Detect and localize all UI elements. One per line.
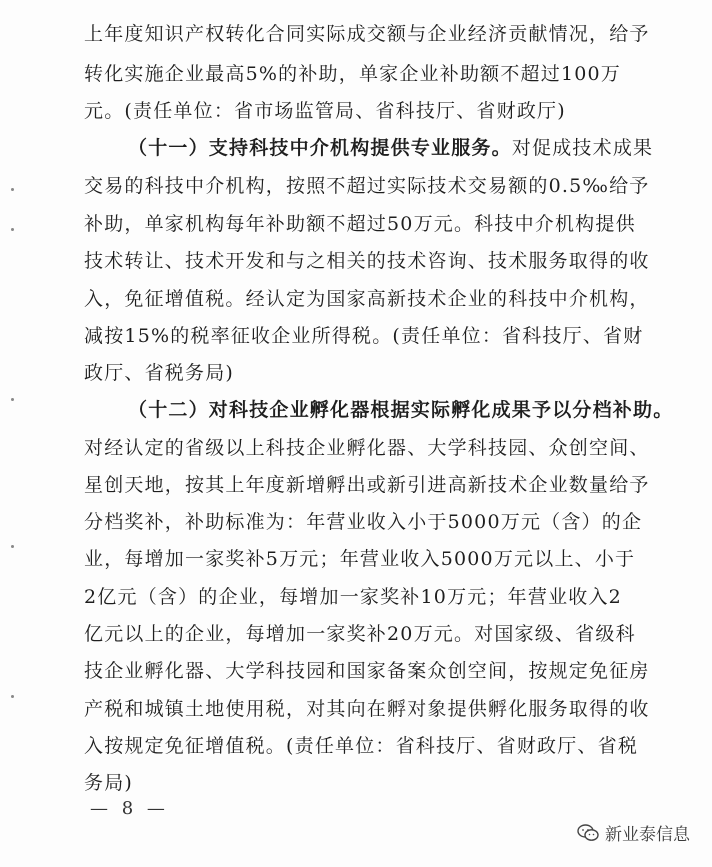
section-12-heading: （十二）对科技企业孵化器根据实际孵化成果予以分档补助。 xyxy=(128,399,674,421)
body-line-5: 交易的科技中介机构，按照不超过实际技术交易额的0.5‰给予 xyxy=(84,175,650,197)
body-line-20: 入按规定免征增值税。(责任单位：省科技厅、省财政厅、省税 xyxy=(84,735,639,757)
binding-mark xyxy=(11,545,14,548)
body-line-21: 务局) xyxy=(84,772,134,794)
body-line-6: 补助，单家机构每年补助额不超过50万元。科技中介机构提供 xyxy=(84,213,636,235)
body-line-10: 政厅、省税务局) xyxy=(84,362,235,384)
body-line-1: 上年度知识产权转化合同实际成交额与企业经济贡献情况，给予 xyxy=(84,23,650,45)
body-line-9: 减按15%的税率征收企业所得税。(责任单位：省科技厅、省财 xyxy=(84,325,644,347)
body-line-12: 对经认定的省级以上科技企业孵化器、大学科技园、众创空间、 xyxy=(84,437,650,459)
body-line-7: 技术转让、技术开发和与之相关的技术咨询、技术服务取得的收 xyxy=(84,250,650,272)
binding-mark xyxy=(11,228,14,231)
section-11-heading-line: （十一）支持科技中介机构提供专业服务。对促成技术成果 xyxy=(128,137,654,159)
body-line-15: 业，每增加一家奖补5万元；年营业收入5000万元以上、小于 xyxy=(84,548,636,570)
body-line-14: 分档奖补，补助标准为：年营业收入小于5000万元（含）的企 xyxy=(84,511,643,533)
body-line-8: 入，免征增值税。经认定为国家高新技术企业的科技中介机构， xyxy=(84,288,650,310)
wechat-icon xyxy=(577,824,599,842)
body-line-13: 星创天地，按其上年度新增孵出或新引进高新技术企业数量给予 xyxy=(84,474,650,496)
body-line-18: 技企业孵化器、大学科技园和国家备案众创空间，按规定免征房 xyxy=(84,660,650,682)
binding-mark xyxy=(11,398,14,401)
body-line-17: 亿元以上的企业，每增加一家奖补20万元。对国家级、省级科 xyxy=(84,623,636,645)
body-line-3: 元。(责任单位：省市场监管局、省科技厅、省财政厅) xyxy=(84,100,566,122)
section-12-heading-line xyxy=(128,398,674,422)
body-line-19: 产税和城镇土地使用税，对其向在孵对象提供孵化服务取得的收 xyxy=(84,698,650,720)
watermark xyxy=(577,820,690,845)
page-number: — 8 — xyxy=(90,798,169,819)
body-line-2: 转化实施企业最高5%的补助，单家企业补助额不超过100万 xyxy=(84,63,622,85)
section-11-heading: （十一）支持科技中介机构提供专业服务。 xyxy=(128,137,512,159)
body-line-16: 2亿元（含）的企业，每增加一家奖补10万元；年营业收入2 xyxy=(84,586,622,608)
binding-mark xyxy=(11,695,14,698)
binding-mark xyxy=(11,188,14,191)
watermark-text: 新业泰信息 xyxy=(605,825,690,845)
